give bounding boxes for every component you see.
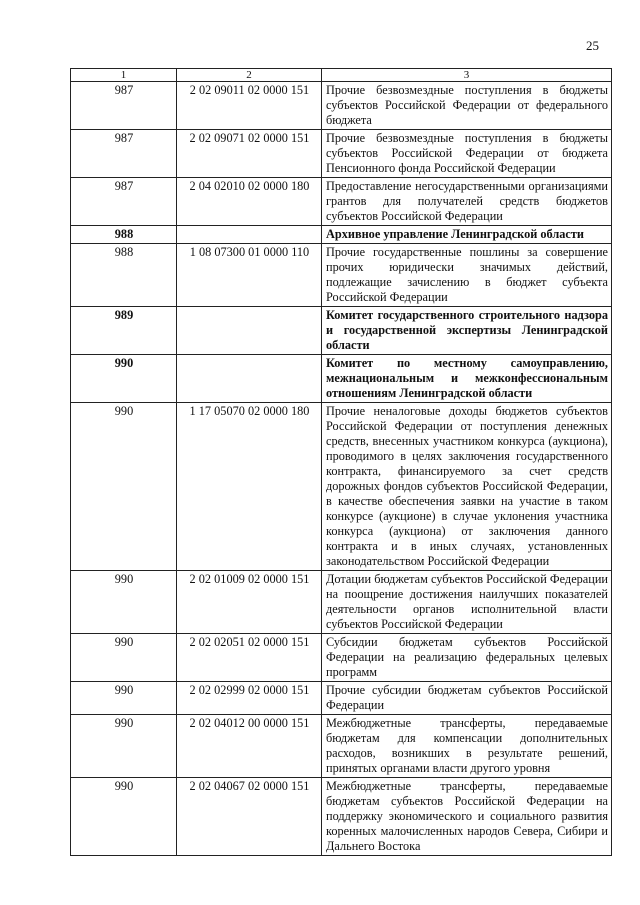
admin-code-cell: 990: [71, 715, 177, 778]
revenue-code-cell: 2 02 04012 00 0000 151: [177, 715, 322, 778]
admin-code-cell: 990: [71, 355, 177, 403]
table-row: [71, 778, 612, 856]
column-number-3: 3: [322, 69, 612, 82]
admin-code-cell: 990: [71, 682, 177, 715]
revenue-code-cell: 2 02 04067 02 0000 151: [177, 778, 322, 856]
revenue-name-cell: Комитет по местному самоуправлению, межнациональным и межконфессиональным отношениям Ленинградской области: [322, 355, 612, 403]
page-number: 25: [586, 38, 599, 53]
table-row: [71, 244, 612, 307]
revenue-code-cell: [177, 226, 322, 244]
revenue-code-cell: 2 02 01009 02 0000 151: [177, 571, 322, 634]
table-row: [71, 307, 612, 355]
table-row: [71, 403, 612, 571]
admin-code-cell: 990: [71, 634, 177, 682]
revenue-name-cell: Комитет государственного строительного надзора и государственной экспертизы Ленинградской области: [322, 307, 612, 355]
revenue-code-cell: 2 02 09071 02 0000 151: [177, 130, 322, 178]
table-row: [71, 226, 612, 244]
revenue-name-cell: Межбюджетные трансферты, передаваемые бюджетам для компенсации дополнительных расходов, возникших в результате решений, принятых органами власти другого уровня: [322, 715, 612, 778]
revenue-name-cell: Прочие безвозмездные поступления в бюджеты субъектов Российской Федерации от федерального бюджета: [322, 82, 612, 130]
revenue-name-cell: Архивное управление Ленинградской области: [322, 226, 612, 244]
admin-code-cell: 987: [71, 130, 177, 178]
admin-code-cell: 987: [71, 178, 177, 226]
revenue-code-cell: 1 17 05070 02 0000 180: [177, 403, 322, 571]
admin-code-cell: 990: [71, 571, 177, 634]
revenue-name-cell: Межбюджетные трансферты, передаваемые бюджетам субъектов Российской Федерации на поддержку экономического и социального развития коренных малочисленных народов Севера, Сибири и Дальнего Востока: [322, 778, 612, 856]
table-row: [71, 82, 612, 130]
revenue-name-cell: Предоставление негосударственными организациями грантов для получателей средств бюджетов субъектов Российской Федерации: [322, 178, 612, 226]
table-row: [71, 715, 612, 778]
revenue-administrators-table: [70, 68, 612, 856]
revenue-name-cell: Прочие неналоговые доходы бюджетов субъектов Российской Федерации от поступления денежных средств, внесенных участником конкурса (аукциона), проводимого в целях заключения государственного контракта, финансируемого за счет средств дорожных фондов субъектов Российской Федерации, в качестве обеспечения заявки на участие в таком конкурсе (аукционе) в случае уклонения участника конкурса (аукциона) от заключения данного контракта и в иных случаях, установленных законодательством Российской Федерации: [322, 403, 612, 571]
table-row: [71, 178, 612, 226]
revenue-code-cell: [177, 307, 322, 355]
admin-code-cell: 988: [71, 244, 177, 307]
admin-code-cell: 987: [71, 82, 177, 130]
table-body: [71, 69, 612, 856]
table-row: [71, 130, 612, 178]
revenue-code-cell: 2 02 09011 02 0000 151: [177, 82, 322, 130]
column-number-1: 1: [71, 69, 177, 82]
table-row: [71, 634, 612, 682]
admin-code-cell: 990: [71, 403, 177, 571]
revenue-code-cell: 1 08 07300 01 0000 110: [177, 244, 322, 307]
column-number-2: 2: [177, 69, 322, 82]
table-row: [71, 682, 612, 715]
revenue-code-cell: 2 02 02999 02 0000 151: [177, 682, 322, 715]
revenue-code-cell: 2 04 02010 02 0000 180: [177, 178, 322, 226]
revenue-name-cell: Субсидии бюджетам субъектов Российской Федерации на реализацию федеральных целевых программ: [322, 634, 612, 682]
revenue-name-cell: Прочие субсидии бюджетам субъектов Российской Федерации: [322, 682, 612, 715]
column-number-row: [71, 69, 612, 82]
admin-code-cell: 989: [71, 307, 177, 355]
revenue-name-cell: Дотации бюджетам субъектов Российской Федерации на поощрение достижения наилучших показателей деятельности органов исполнительной власти субъектов Российской Федерации: [322, 571, 612, 634]
table-row: [71, 355, 612, 403]
revenue-code-cell: 2 02 02051 02 0000 151: [177, 634, 322, 682]
table-row: [71, 571, 612, 634]
admin-code-cell: 988: [71, 226, 177, 244]
admin-code-cell: 990: [71, 778, 177, 856]
revenue-name-cell: Прочие государственные пошлины за совершение прочих юридически значимых действий, подлежащие зачислению в бюджет субъекта Российской Федерации: [322, 244, 612, 307]
revenue-code-cell: [177, 355, 322, 403]
revenue-name-cell: Прочие безвозмездные поступления в бюджеты субъектов Российской Федерации от бюджета Пенсионного фонда Российской Федерации: [322, 130, 612, 178]
